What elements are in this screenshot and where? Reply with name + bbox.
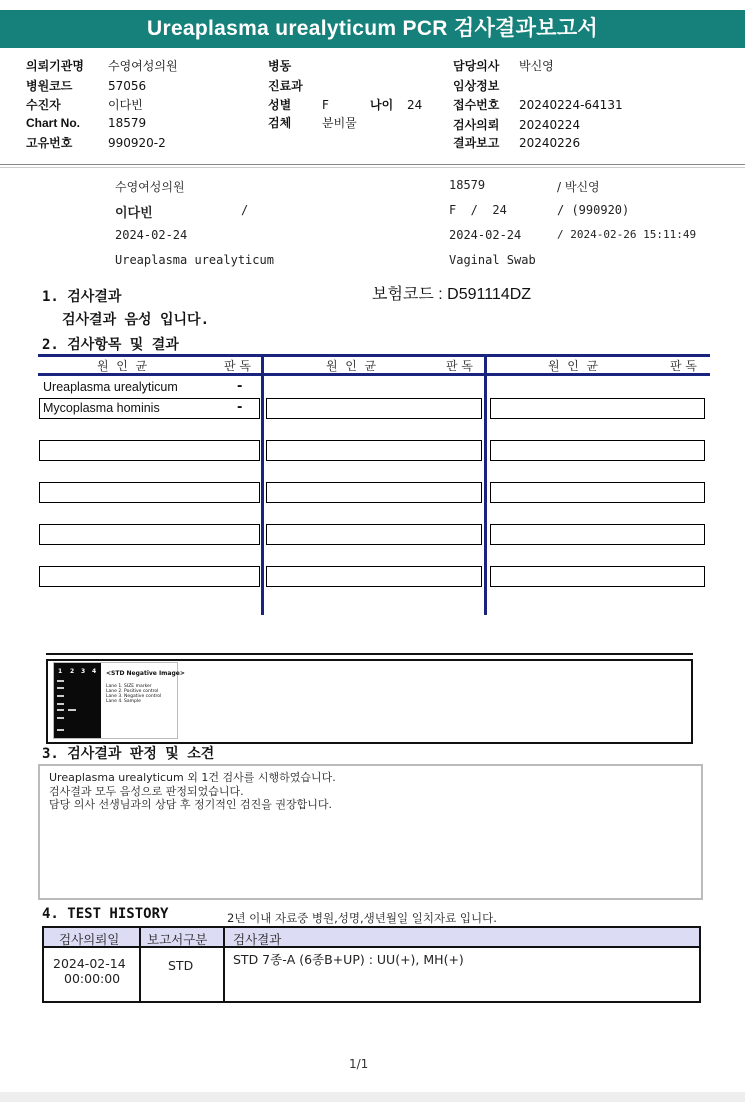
divider [0,164,745,165]
opinion-box [38,764,703,900]
header-label: 결과보고 [453,136,500,150]
summary-hospital: 수영여성의원 [115,180,185,194]
result-cell [490,398,705,419]
opinion-line: 담당 의사 선생님과의 상담 후 정기적인 검진을 권장합니다. [49,798,332,811]
gel-band [57,695,64,697]
header-value: 수영여성의원 [108,59,178,73]
header-doctor [453,57,554,74]
opinion-line: Ureaplasma urealyticum 외 1건 검사를 시행하였습니다. [49,771,336,784]
lane-number: 2 [70,668,75,675]
summary-patient: 이다빈 [115,206,153,221]
header-request-date [453,116,580,133]
pathogen-result: - [237,379,243,394]
result-cell [266,398,482,419]
result-cell [490,566,705,587]
header-value: 24 [407,98,423,112]
gel-band [57,703,64,705]
header-value: 분비물 [322,116,357,130]
gel-title: <STD Negative Image> [106,670,185,677]
header-value: 이다빈 [108,98,143,112]
header-chart-no [26,116,146,130]
opinion-line: 검사결과 모두 음성으로 판정되었습니다. [49,784,244,798]
header-label: 수진자 [26,98,61,112]
gel-band [57,717,64,719]
summary-slash: / [241,203,249,217]
header-hospital-name [26,57,178,74]
result-cell [39,482,260,503]
history-result: STD 7종-A (6종B+UP) : UU(+), MH(+) [233,952,464,967]
pathogen-name: Mycoplasma hominis [43,401,160,415]
history-table [42,926,701,1003]
header-label: 병원코드 [26,79,73,93]
history-col-divider [223,928,225,1001]
header-value: 18579 [108,116,147,130]
report-title: Ureaplasma urealyticum PCR 검사결과보고서 [0,10,745,48]
header-label: 성별 [268,98,292,112]
image-frame-top [46,653,693,655]
gel-image [53,662,185,739]
page-bottom-strip [0,1092,745,1102]
header-label: 임상정보 [453,79,500,93]
gel-band [68,709,76,711]
result-cell [490,524,705,545]
gel-band [57,729,64,731]
result-cell [266,440,482,461]
header-label: 접수번호 [453,98,500,112]
header-label: 검사의뢰 [453,118,500,132]
insurance-code: 보험코드 : D591114DZ [372,286,532,303]
header-value: 20240226 [519,136,581,150]
result-cell [266,482,482,503]
history-header: 검사의뢰일 [59,932,120,947]
page-number: 1/1 [349,1057,369,1071]
gel-lane-desc: Lane 3. Negative control [106,694,162,699]
history-header: 보고서구분 [147,932,208,947]
header-label: 담당의사 [453,59,500,73]
history-date: 2024-02-14 [53,956,126,971]
grid-divider [261,354,264,615]
gel-lane-desc: Lane 1. SIZE marker [106,684,152,689]
header-label: Chart No. [26,116,80,130]
history-time: 00:00:00 [64,971,121,986]
pathogen-result: - [237,400,243,415]
col-header-judge: 판 독 [446,359,473,373]
history-note: 2년 이내 자료중 병원,성명,생년월일 일치자료 입니다. [227,911,497,925]
section3-title: 3. 검사결과 판정 및 소견 [42,746,215,762]
result-cell [490,440,705,461]
section4-title: 4. TEST HISTORY [42,906,169,922]
result-cell [490,482,705,503]
header-label: 나이 [370,98,394,112]
lane-number: 3 [81,668,86,675]
history-col-divider [139,928,141,1001]
header-value: 20240224 [519,118,581,132]
header-value: 박신영 [519,59,554,73]
header-ward [268,57,291,74]
gel-band [57,687,64,689]
history-header: 검사결과 [233,932,282,947]
header-patient [26,96,143,113]
col-header-pathogen: 원 인 균 [548,359,599,373]
header-receipt-no [453,96,623,113]
summary-doctor: / 박신영 [557,180,600,194]
gel-band [57,680,64,682]
summary-report-datetime: / 2024-02-26 15:11:49 [557,228,697,241]
header-dept [268,77,303,94]
gel-lane-desc: Lane 2. Positive control [106,689,159,694]
header-label: 병동 [268,59,292,73]
header-unique-no [26,134,166,151]
lane-number: 4 [92,668,97,675]
col-header-judge: 판 독 [670,359,697,373]
summary-test-name: Ureaplasma urealyticum [115,253,274,267]
history-type: STD [168,958,194,973]
lane-number: 1 [58,668,63,675]
gel-lane-desc: Lane 4. Sample [106,699,141,704]
result-cell [39,566,260,587]
header-value: 57056 [108,79,147,93]
summary-id-code: / (990920) [557,203,630,217]
result-cell [39,524,260,545]
summary-request-date: 2024-02-24 [115,228,188,242]
pathogen-name: Ureaplasma urealyticum [43,380,178,394]
grid-divider [484,354,487,615]
header-sex-age [268,96,422,113]
result-cell [266,524,482,545]
header-value: 990920-2 [108,136,166,150]
result-summary: 검사결과 음성 입니다. [62,312,210,328]
history-header-row [44,928,699,948]
col-header-pathogen: 원 인 균 [97,359,148,373]
header-label: 의뢰기관명 [26,59,84,73]
section2-title: 2. 검사항목 및 결과 [42,337,179,353]
gel-band [57,709,64,711]
divider [0,167,745,168]
header-label: 진료과 [268,79,303,93]
header-value: F [322,98,329,112]
col-header-pathogen: 원 인 균 [326,359,377,373]
summary-receive-date: 2024-02-24 [449,228,522,242]
header-clinical-info [453,77,519,94]
col-header-judge: 판 독 [224,359,251,373]
result-cell [39,440,260,461]
summary-sex-age: F / 24 [449,203,507,217]
header-value: 20240224-64131 [519,98,623,112]
header-report-date [453,134,580,151]
summary-chart: 18579 [449,178,486,192]
gel-photo [54,663,101,738]
header-label: 검체 [268,116,292,130]
result-cell [39,398,260,419]
result-cell [266,566,482,587]
summary-specimen: Vaginal Swab [449,253,536,267]
header-specimen [268,114,357,131]
section1-title: 1. 검사결과 [42,289,122,305]
header-label: 고유번호 [26,136,73,150]
header-hospital-code [26,77,146,94]
